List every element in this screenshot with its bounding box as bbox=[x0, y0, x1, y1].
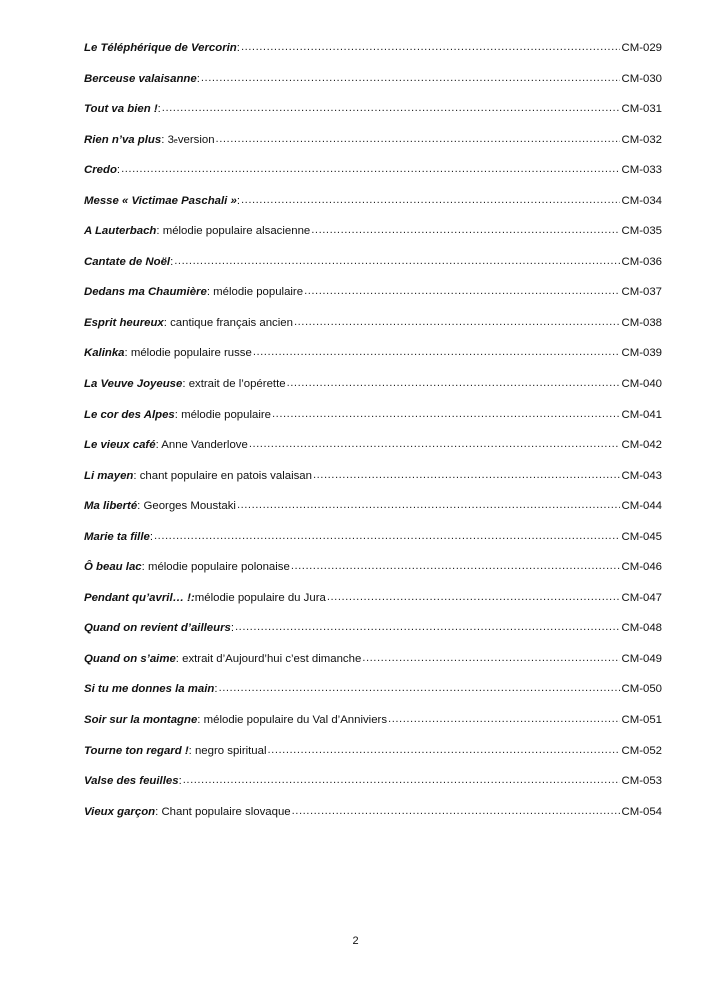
toc-leader bbox=[272, 408, 620, 420]
toc-entry[interactable] bbox=[84, 347, 662, 378]
toc-code: CM-048 bbox=[621, 622, 662, 635]
toc-description: : bbox=[149, 530, 154, 543]
toc-entry[interactable] bbox=[84, 73, 662, 104]
toc-description: : Anne Vanderlove bbox=[155, 439, 248, 452]
toc-leader bbox=[294, 316, 621, 328]
toc-leader bbox=[219, 682, 621, 694]
toc-title: Esprit heureux bbox=[84, 316, 164, 329]
toc-entry[interactable] bbox=[84, 683, 662, 714]
toc-description: : bbox=[214, 683, 218, 696]
toc-code: CM-045 bbox=[621, 530, 662, 543]
toc-entry[interactable] bbox=[84, 378, 662, 409]
toc-description-after: version bbox=[177, 133, 215, 146]
toc-entry[interactable] bbox=[84, 256, 662, 287]
toc-description: : bbox=[230, 622, 235, 635]
toc-description: : bbox=[116, 164, 121, 177]
toc-title: Li mayen bbox=[84, 469, 134, 482]
toc-leader bbox=[174, 255, 620, 267]
toc-leader bbox=[268, 744, 621, 756]
toc-leader bbox=[388, 713, 620, 725]
toc-code: CM-053 bbox=[621, 775, 662, 788]
toc-entry[interactable] bbox=[84, 745, 662, 776]
toc-title: Tourne ton regard ! bbox=[84, 744, 189, 757]
toc-code: CM-036 bbox=[621, 255, 662, 268]
table-of-contents bbox=[84, 42, 662, 836]
toc-description: : extrait d’Aujourd’hui c’est dimanche bbox=[175, 652, 362, 665]
toc-description: : bbox=[236, 194, 240, 207]
toc-code: CM-047 bbox=[621, 591, 662, 604]
toc-leader bbox=[216, 133, 621, 145]
toc-entry[interactable] bbox=[84, 470, 662, 501]
toc-title: Dedans ma Chaumière bbox=[84, 286, 207, 299]
toc-description: : 3 bbox=[161, 133, 174, 146]
toc-title: La Veuve Joyeuse bbox=[84, 378, 183, 391]
toc-code: CM-043 bbox=[621, 469, 662, 482]
toc-description: : negro spiritual bbox=[188, 744, 267, 757]
toc-code: CM-052 bbox=[621, 744, 662, 757]
toc-description: : mélodie populaire alsacienne bbox=[156, 225, 311, 238]
toc-entry[interactable] bbox=[84, 103, 662, 134]
toc-leader bbox=[304, 285, 620, 297]
toc-description: : bbox=[178, 775, 182, 788]
toc-code: CM-040 bbox=[621, 378, 662, 391]
toc-entry[interactable] bbox=[84, 42, 662, 73]
toc-leader bbox=[291, 560, 621, 572]
toc-code: CM-042 bbox=[621, 439, 662, 452]
toc-title: Le cor des Alpes bbox=[84, 408, 175, 421]
page-number: 2 bbox=[352, 935, 359, 947]
toc-title: Ma liberté bbox=[84, 500, 138, 513]
toc-title: Soir sur la montagne bbox=[84, 714, 198, 727]
toc-description: : extrait de l’opérette bbox=[182, 378, 286, 391]
toc-description: : bbox=[196, 72, 200, 85]
toc-title: Valse des feuilles bbox=[84, 775, 179, 788]
toc-entry[interactable] bbox=[84, 286, 662, 317]
toc-title: Le Téléphérique de Vercorin bbox=[84, 42, 237, 54]
toc-leader bbox=[162, 102, 621, 114]
toc-description: : Chant populaire slovaque bbox=[155, 805, 291, 818]
toc-code: CM-030 bbox=[621, 72, 662, 85]
toc-title: Vieux garçon bbox=[84, 805, 156, 818]
toc-code: CM-049 bbox=[621, 652, 662, 665]
toc-code: CM-046 bbox=[621, 561, 662, 574]
toc-leader bbox=[183, 774, 621, 786]
toc-code: CM-033 bbox=[621, 164, 662, 177]
toc-description: mélodie populaire du Jura bbox=[194, 591, 326, 604]
toc-entry[interactable]: Rien n’va plus : 3 e version ..... CM-032 bbox=[84, 134, 662, 165]
toc-entry[interactable] bbox=[84, 806, 662, 837]
toc-entry[interactable] bbox=[84, 775, 662, 806]
toc-title: Si tu me donnes la main bbox=[84, 683, 215, 696]
toc-leader bbox=[235, 621, 620, 633]
toc-code: CM-029 bbox=[621, 42, 662, 54]
toc-description: : mélodie populaire russe bbox=[124, 347, 252, 360]
toc-description: : cantique français ancien bbox=[163, 316, 293, 329]
toc-leader bbox=[287, 377, 621, 389]
toc-leader bbox=[253, 346, 621, 358]
toc-leader bbox=[292, 805, 621, 817]
toc-description: : Georges Moustaki bbox=[137, 500, 236, 513]
toc-description: : bbox=[236, 42, 240, 54]
toc-title: Quand on s’aime bbox=[84, 652, 176, 665]
toc-title: Rien n’va plus bbox=[84, 133, 162, 146]
toc-entry[interactable] bbox=[84, 622, 662, 653]
toc-leader bbox=[362, 652, 620, 664]
toc-description: : mélodie populaire du Val d’Anniviers bbox=[197, 714, 388, 727]
toc-code: CM-034 bbox=[621, 194, 662, 207]
toc-entry[interactable] bbox=[84, 500, 662, 531]
toc-leader bbox=[327, 591, 621, 603]
toc-code: CM-054 bbox=[621, 805, 662, 818]
toc-code: CM-039 bbox=[621, 347, 662, 360]
toc-leader bbox=[154, 530, 620, 542]
toc-code: CM-035 bbox=[621, 225, 662, 238]
toc-entry[interactable] bbox=[84, 409, 662, 440]
toc-entry[interactable] bbox=[84, 561, 662, 592]
toc-code: CM-051 bbox=[621, 714, 662, 727]
toc-leader bbox=[241, 41, 621, 53]
toc-description: : chant populaire en patois valaisan bbox=[133, 469, 312, 482]
toc-leader bbox=[237, 499, 621, 511]
toc-leader bbox=[249, 438, 621, 450]
toc-leader bbox=[313, 469, 621, 481]
toc-title: Cantate de Noël bbox=[84, 255, 171, 268]
toc-title: Berceuse valaisanne bbox=[84, 72, 197, 85]
toc-leader bbox=[311, 224, 620, 236]
toc-code: CM-038 bbox=[621, 316, 662, 329]
toc-title: Pendant qu’avril… !: bbox=[84, 591, 195, 604]
toc-entry[interactable] bbox=[84, 714, 662, 745]
toc-entry[interactable] bbox=[84, 439, 662, 470]
toc-entry[interactable] bbox=[84, 195, 662, 226]
toc-code: CM-032 bbox=[621, 133, 662, 146]
toc-description: : mélodie populaire bbox=[206, 286, 304, 299]
toc-leader bbox=[201, 72, 621, 84]
toc-entry[interactable] bbox=[84, 592, 662, 623]
toc-leader bbox=[241, 194, 621, 206]
toc-entry[interactable] bbox=[84, 225, 662, 256]
toc-entry[interactable] bbox=[84, 317, 662, 348]
toc-title: Le vieux café bbox=[84, 439, 156, 452]
toc-code: CM-041 bbox=[621, 408, 662, 421]
toc-description: : bbox=[170, 255, 174, 268]
toc-entry[interactable] bbox=[84, 653, 662, 684]
toc-entry[interactable] bbox=[84, 531, 662, 562]
toc-title: A Lauterbach bbox=[84, 225, 157, 238]
toc-description: : mélodie populaire bbox=[174, 408, 271, 421]
toc-title: Quand on revient d’ailleurs bbox=[84, 622, 231, 635]
toc-title: Credo bbox=[84, 164, 117, 177]
toc-code: CM-044 bbox=[621, 500, 662, 513]
toc-code: CM-050 bbox=[621, 683, 662, 696]
toc-title: Ô beau lac bbox=[84, 561, 142, 574]
toc-title: Kalinka bbox=[84, 347, 125, 360]
toc-title: Tout va bien ! bbox=[84, 103, 158, 116]
toc-title: Marie ta fille bbox=[84, 530, 150, 543]
toc-description: : mélodie populaire polonaise bbox=[141, 561, 290, 574]
toc-entry[interactable] bbox=[84, 164, 662, 195]
toc-leader bbox=[121, 163, 620, 175]
toc-description: : bbox=[157, 103, 161, 116]
toc-code: CM-037 bbox=[621, 286, 662, 299]
toc-title: Messe « Victimae Paschali » bbox=[84, 194, 237, 207]
toc-code: CM-031 bbox=[621, 103, 662, 116]
